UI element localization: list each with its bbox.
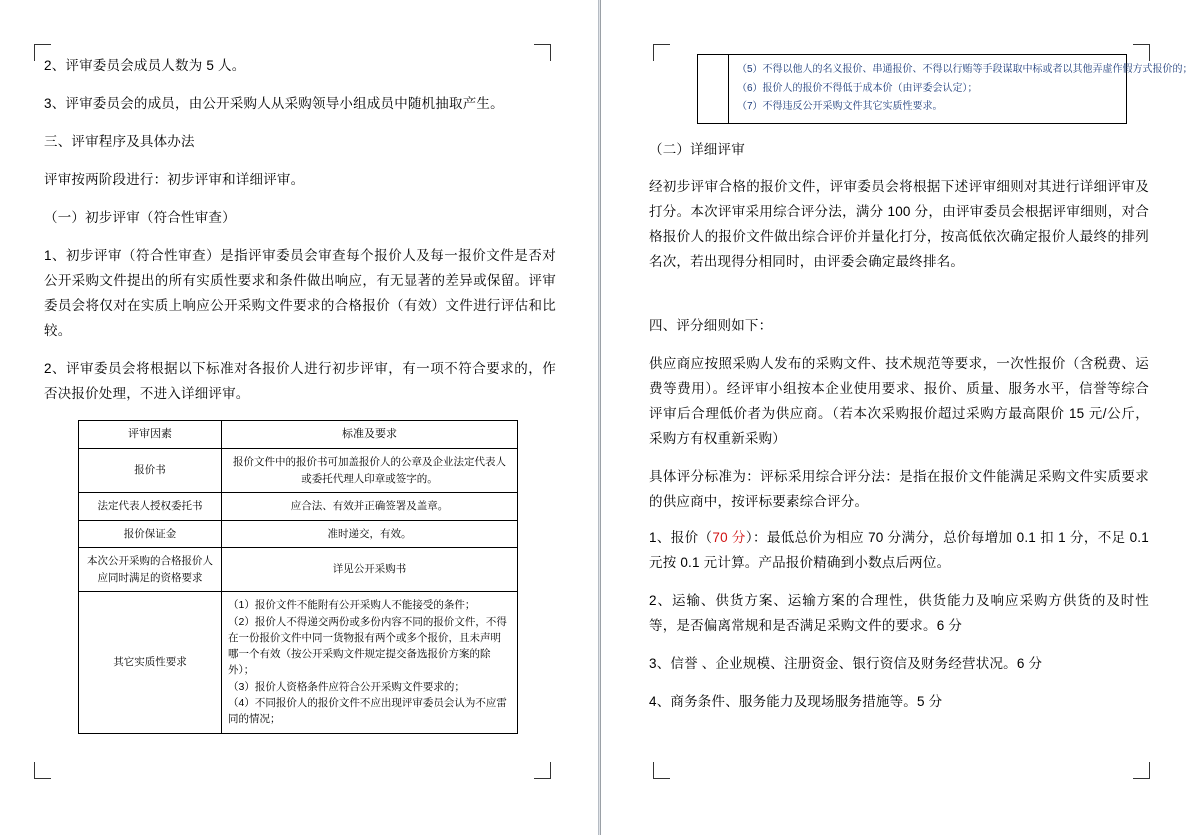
subsection-heading: （一）初步评审（符合性审查）	[44, 209, 236, 225]
scoring-item-logistics: 2、运输、供货方案、运输方案的合理性，供货能力及响应采购方供货的及时性等，是否偏离常规和是否满足采购文件的要求。6 分	[649, 593, 1149, 634]
right-page-content	[649, 54, 1193, 728]
scoring-item-service: 4、商务条件、服务能力及现场服务措施等。5 分	[649, 693, 943, 709]
requirement-line: （2）报价人不得递交两份或多份内容不同的报价文件，不得在一份报价文件中同一货物报有两个或多个报价，且未声明哪一个有效（按公开采购文件规定提交备选报价方案的除外）；	[228, 615, 507, 677]
scoring-weight: 70 分	[712, 530, 746, 546]
table-cell-factor: 报价保证金	[79, 520, 222, 547]
table-row	[79, 420, 518, 448]
section-heading: 三、评审程序及具体办法	[44, 133, 195, 149]
page-right	[600, 0, 1200, 835]
requirement-line: （5）不得以他人的名义报价、串通报价、不得以行贿等手段谋取中标或者以其他弄虚作假方式报价的；	[737, 64, 1193, 75]
requirement-line: （6）报价人的报价不得低于成本价（由评委会认定）；	[737, 82, 978, 94]
table-cell-factor: 报价书	[79, 448, 222, 493]
section-heading: 四、评分细则如下：	[649, 318, 773, 334]
scoring-item-price	[649, 526, 1149, 576]
table-row	[79, 547, 518, 592]
requirement-line: （3）报价人资格条件应符合公开采购文件要求的；	[228, 680, 465, 693]
table-cell-requirement: 应合法、有效并正确签署及盖章。	[222, 493, 518, 520]
scoring-suffix: ）：最低总价为相应 70 分满分，总价每增加 0.1 扣 1 分，不足 0.1 元按 0.1 元计算。产品报价精确到小数点后两位。	[649, 530, 1149, 571]
paragraph: 2、评审委员会将根据以下标准对各报价人进行初步评审，有一项不符合要求的，作否决报价处理，不进入详细评审。	[44, 360, 556, 401]
table-row	[79, 592, 518, 733]
table-cell-requirement-list	[729, 55, 1193, 124]
table-cell-requirement-list	[222, 592, 518, 733]
crop-mark-bottom-left	[34, 762, 51, 779]
evaluation-criteria-table	[78, 420, 518, 734]
paragraph: 1、初步评审（符合性审查）是指评审委员会审查每个报价人及每一报价文件是否对公开采购文件提出的所有实质性要求和条件做出响应，有无显著的差异或保留。评审委员会将仅对在实质上响应公开采购文件要求的合格报价（有效）文件进行评估和比较。	[44, 247, 556, 338]
scoring-item-credit: 3、信誉 、企业规模、注册资金、银行资信及财务经营状况。6 分	[649, 656, 1043, 671]
table-header-factor: 评审因素	[79, 420, 222, 448]
table-cell-factor: 其它实质性要求	[79, 592, 222, 733]
table-cell-empty	[698, 55, 729, 124]
crop-mark-bottom-left	[653, 762, 670, 779]
table-row	[79, 448, 518, 493]
table-cell-requirement: 准时递交，有效。	[222, 520, 518, 547]
requirement-line: （4）不同报价人的报价文件不应出现评审委员会认为不应雷同的情况；	[228, 697, 507, 726]
paragraph: 评审按两阶段进行：初步评审和详细评审。	[44, 171, 305, 187]
paragraph: 2、评审委员会成员人数为 5 人。	[44, 58, 246, 73]
crop-mark-bottom-right	[1133, 762, 1150, 779]
continued-requirements-box	[697, 54, 1193, 124]
table-cell-factor: 本次公开采购的合格报价人应同时满足的资格要求	[79, 547, 222, 592]
requirement-line: （1）报价文件不能附有公开采购人不能接受的条件；	[228, 599, 476, 612]
table-row	[79, 520, 518, 547]
table-header-requirement: 标准及要求	[222, 420, 518, 448]
paragraph: 供应商应按照采购人发布的采购文件、技术规范等要求，一次性报价（含税费、运费等费用）。经评审小组按本企业使用要求、报价、质量、服务水平，信誉等综合评审后合理低价者为供应商。（若本次采购报价超过采购方最高限价 15 元/公斤，采购方有权重新采购）	[649, 356, 1149, 447]
table-cell-requirement: 报价文件中的报价书可加盖报价人的公章及企业法定代表人或委托代理人印章或签字的。	[222, 448, 518, 493]
paragraph: 具体评分标准为：评标采用综合评分法：是指在报价文件能满足采购文件实质要求的供应商中，按评标要素综合评分。	[649, 469, 1149, 510]
spacer	[649, 124, 1149, 138]
table-cell-requirement: 详见公开采购书	[222, 547, 518, 592]
table-row	[698, 55, 1127, 124]
scoring-prefix: 1、报价（	[649, 530, 713, 546]
table-cell-factor: 法定代表人授权委托书	[79, 493, 222, 520]
crop-mark-bottom-right	[534, 762, 551, 779]
paragraph: 经初步评审合格的报价文件，评审委员会将根据下述评审细则对其进行详细评审及打分。本次评审采用综合评分法，满分 100 分，由评审委员会根据评审细则，对合格报价人的报价文件做出综合评价并量化打分，按高低依次确定报价人最终的排列名次，若出现得分相同时，由评委会确定最终排名。	[649, 179, 1149, 270]
table-row	[79, 493, 518, 520]
spacer	[649, 288, 1149, 314]
subsection-heading: （二）详细评审	[649, 141, 745, 157]
paragraph: 3、评审委员会的成员，由公开采购人从采购领导小组成员中随机抽取产生。	[44, 95, 504, 111]
left-page-content	[44, 54, 556, 734]
requirement-line: （7）不得违反公开采购文件其它实质性要求。	[737, 101, 943, 112]
